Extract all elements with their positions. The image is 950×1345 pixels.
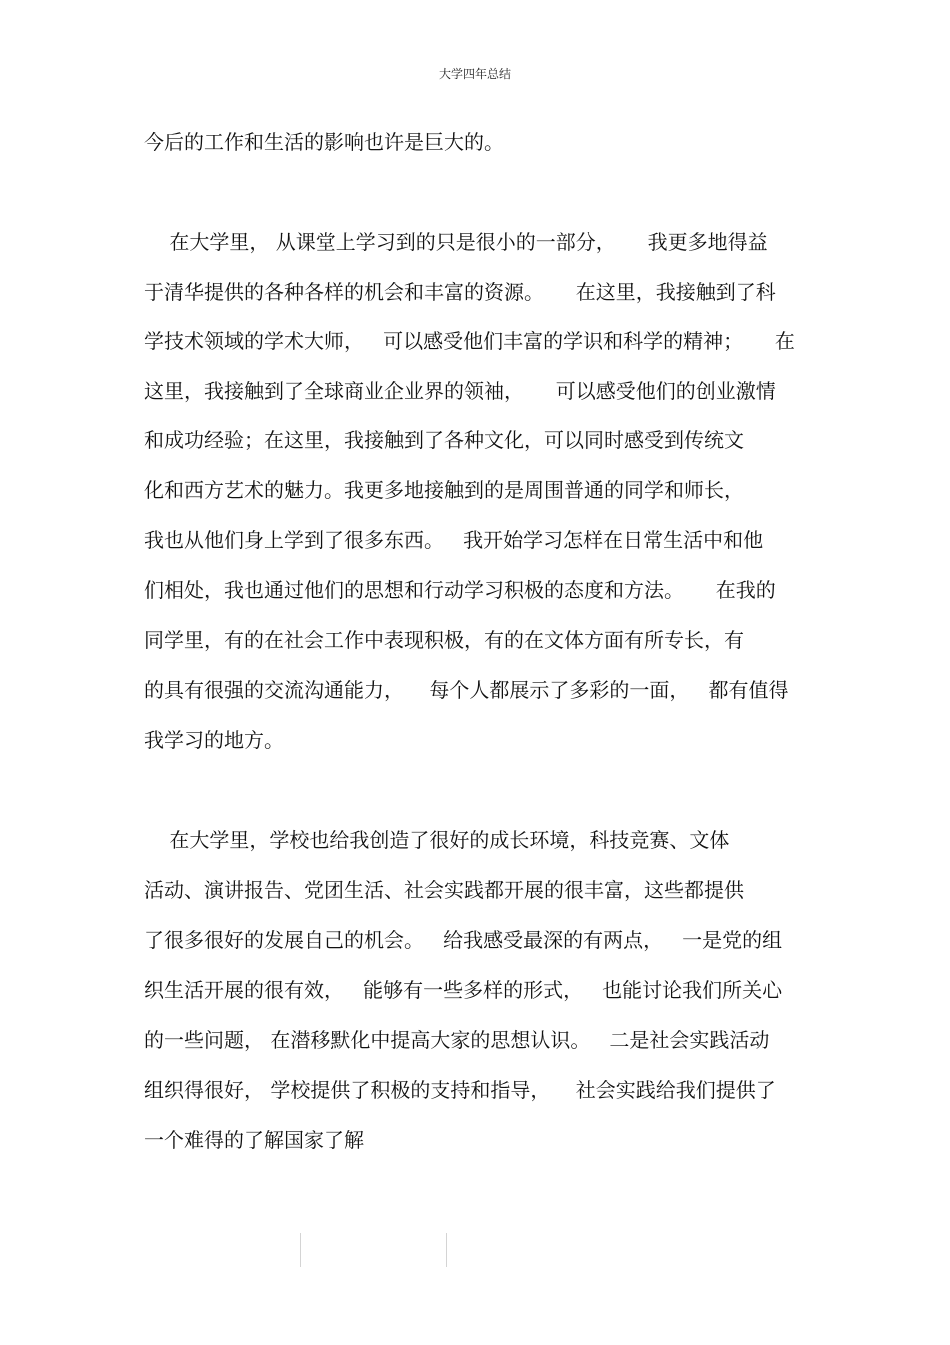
body-line-14: 活动、演讲报告、党团生活、社会实践都开展的很丰富，这些都提供 [144, 878, 744, 902]
body-line-3: 于清华提供的各种各样的机会和丰富的资源。 在这里，我接触到了科 [144, 280, 776, 304]
body-line-1: 今后的工作和生活的影响也许是巨大的。 [144, 130, 504, 154]
body-line-8: 我也从他们身上学到了很多东西。 我开始学习怎样在日常生活中和他 [144, 528, 764, 552]
body-line-4: 学技术领域的学术大师， 可以感受他们丰富的学识和科学的精神； 在 [144, 329, 795, 353]
body-line-12: 我学习的地方。 [144, 728, 284, 752]
body-line-6: 和成功经验；在这里，我接触到了各种文化，可以同时感受到传统文 [144, 428, 744, 452]
body-line-9: 们相处，我也通过他们的思想和行动学习积极的态度和方法。 在我的 [144, 578, 776, 602]
footer-divider-left [300, 1233, 301, 1267]
body-line-19: 一个难得的了解国家了解 [144, 1128, 364, 1152]
page-header-title: 大学四年总结 [438, 67, 511, 81]
footer-divider-right [446, 1233, 447, 1267]
body-line-7: 化和西方艺术的魅力。我更多地接触到的是周围普通的同学和师长， [144, 478, 744, 502]
body-line-11: 的具有很强的交流沟通能力， 每个人都展示了多彩的一面， 都有值得 [144, 678, 789, 702]
body-line-15: 了很多很好的发展自己的机会。 给我感受最深的有两点， 一是党的组 [144, 928, 783, 952]
body-line-10: 同学里，有的在社会工作中表现积极，有的在文体方面有所专长，有 [144, 628, 744, 652]
body-line-2: 在大学里， 从课堂上学习到的只是很小的一部分， 我更多地得益 [144, 230, 768, 254]
body-line-17: 的一些问题， 在潜移默化中提高大家的思想认识。 二是社会实践活动 [144, 1028, 770, 1052]
body-line-18: 组织得很好， 学校提供了积极的支持和指导， 社会实践给我们提供了 [144, 1078, 776, 1102]
body-line-5: 这里，我接触到了全球商业企业界的领袖， 可以感受他们的创业激情 [144, 379, 776, 403]
body-line-13: 在大学里，学校也给我创造了很好的成长环境，科技竞赛、文体 [144, 828, 730, 852]
body-line-16: 织生活开展的很有效， 能够有一些多样的形式， 也能讨论我们所关心 [144, 978, 783, 1002]
